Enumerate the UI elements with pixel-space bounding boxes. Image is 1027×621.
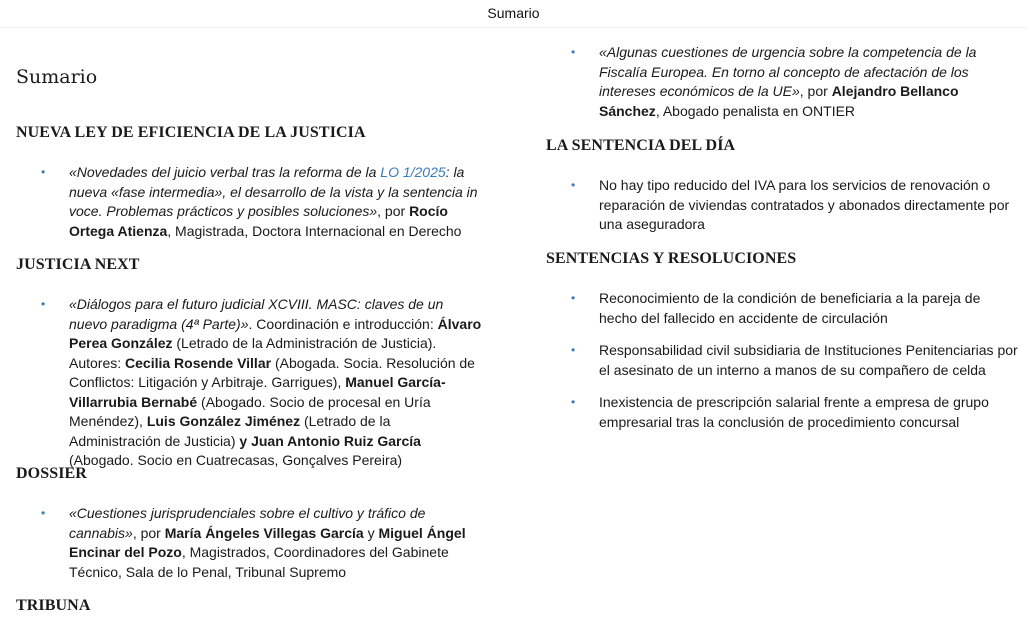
section-heading-sentencia-dia: LA SENTENCIA DEL DÍA	[546, 137, 736, 154]
list-item[interactable]	[599, 43, 1017, 121]
window-title-bar	[0, 0, 1027, 28]
item-author: Manuel García-Villarrubia Bernabé	[69, 374, 446, 410]
list-item[interactable]: • Responsabilidad civil subsidiaria de Instituciones Penitenciarias por el asesinato de un interno a manos de su compañero de celda	[599, 341, 1019, 380]
page-title: Sumario	[16, 66, 98, 88]
item-author: Rocío Ortega Atienza	[69, 203, 448, 239]
item-quote: «Algunas cuestiones de urgencia sobre la competencia de la Fiscalía Europea. En torno al concepto de afectación de los intereses económicos de la UE»	[599, 44, 977, 99]
item-author: Alejandro Bellanco Sánchez	[599, 83, 959, 119]
section-heading-dossier: DOSSIER	[16, 465, 87, 482]
item-text: , por	[799, 83, 832, 99]
item-text: , Abogado penalista en ONTIER	[655, 102, 856, 119]
item-text: (Abogado. Socio de procesal en Uría Menéndez),	[69, 393, 431, 429]
list-item[interactable]	[69, 504, 489, 582]
item-quote: : la nueva «fase intermedia», el desarrollo de la vista y la sentencia in voce. Problemas prácticos y posibles soluciones»	[69, 164, 478, 219]
list-item[interactable]	[69, 295, 484, 471]
item-author: Cecilia Rosende Villar	[125, 354, 272, 371]
section-heading-sentencias: SENTENCIAS Y RESOLUCIONES	[546, 250, 797, 267]
item-text: , por	[132, 524, 165, 541]
item-text: (Abogado. Socio en Cuatrecasas, Gonçalves Pereira)	[69, 452, 403, 468]
lo-link[interactable]: LO 1/2025	[380, 164, 446, 180]
item-text: , Magistrada, Doctora Internacional en Derecho	[167, 222, 462, 239]
item-text: y	[363, 524, 379, 541]
list-item[interactable]: • Reconocimiento de la condición de beneficiaria a la pareja de hecho del fallecido en accidente de circulación	[599, 289, 1019, 328]
item-text: , Magistrados, Coordinadores del Gabinete Técnico, Sala de lo Penal, Tribunal Supremo	[69, 544, 449, 580]
section-heading-tribuna: TRIBUNA	[16, 597, 91, 614]
list-item[interactable]: • No hay tipo reducido del IVA para los servicios de renovación o reparación de viviendas contratados y abonados directamente por una aseguradora	[599, 176, 1014, 235]
item-text: (Letrado de la Administración de Justicia)	[69, 413, 391, 449]
item-author: Álvaro Perea González	[69, 315, 482, 351]
item-text: , por	[377, 203, 410, 219]
item-text: (Abogada. Socia. Resolución de Conflictos: Litigación y Arbitraje. Garrigues),	[69, 354, 475, 390]
item-text: . Coordinación e introducción:	[248, 315, 438, 332]
item-quote: «Novedades del juicio verbal tras la reforma de la	[69, 164, 381, 180]
item-quote: «Diálogos para el futuro judicial XCVIII. MASC: claves de un nuevo paradigma (4ª Parte)»	[69, 296, 444, 332]
item-author: Juan Antonio Ruiz García	[251, 432, 421, 449]
item-quote: «Cuestiones jurisprudenciales sobre el cultivo y tráfico de cannabis»	[69, 505, 426, 541]
item-author: María Ángeles Villegas García	[164, 524, 364, 541]
section-heading-justicia-next: JUSTICIA NEXT	[16, 256, 140, 273]
list-item[interactable]	[69, 163, 484, 241]
item-conjunction: y	[239, 432, 248, 449]
item-author: Miguel Ángel Encinar del Pozo	[69, 524, 466, 560]
item-author: Luis González Jiménez	[146, 413, 301, 429]
section-heading-eficiencia: NUEVA LEY DE EFICIENCIA DE LA JUSTICIA	[16, 124, 366, 141]
item-text: (Letrado de la Administración de Justicia). Autores:	[69, 335, 437, 371]
window-title: Sumario	[487, 5, 540, 21]
list-item[interactable]: • Inexistencia de prescripción salarial frente a empresa de grupo empresarial tras la conclusión de procedimiento concursal	[599, 393, 1019, 432]
